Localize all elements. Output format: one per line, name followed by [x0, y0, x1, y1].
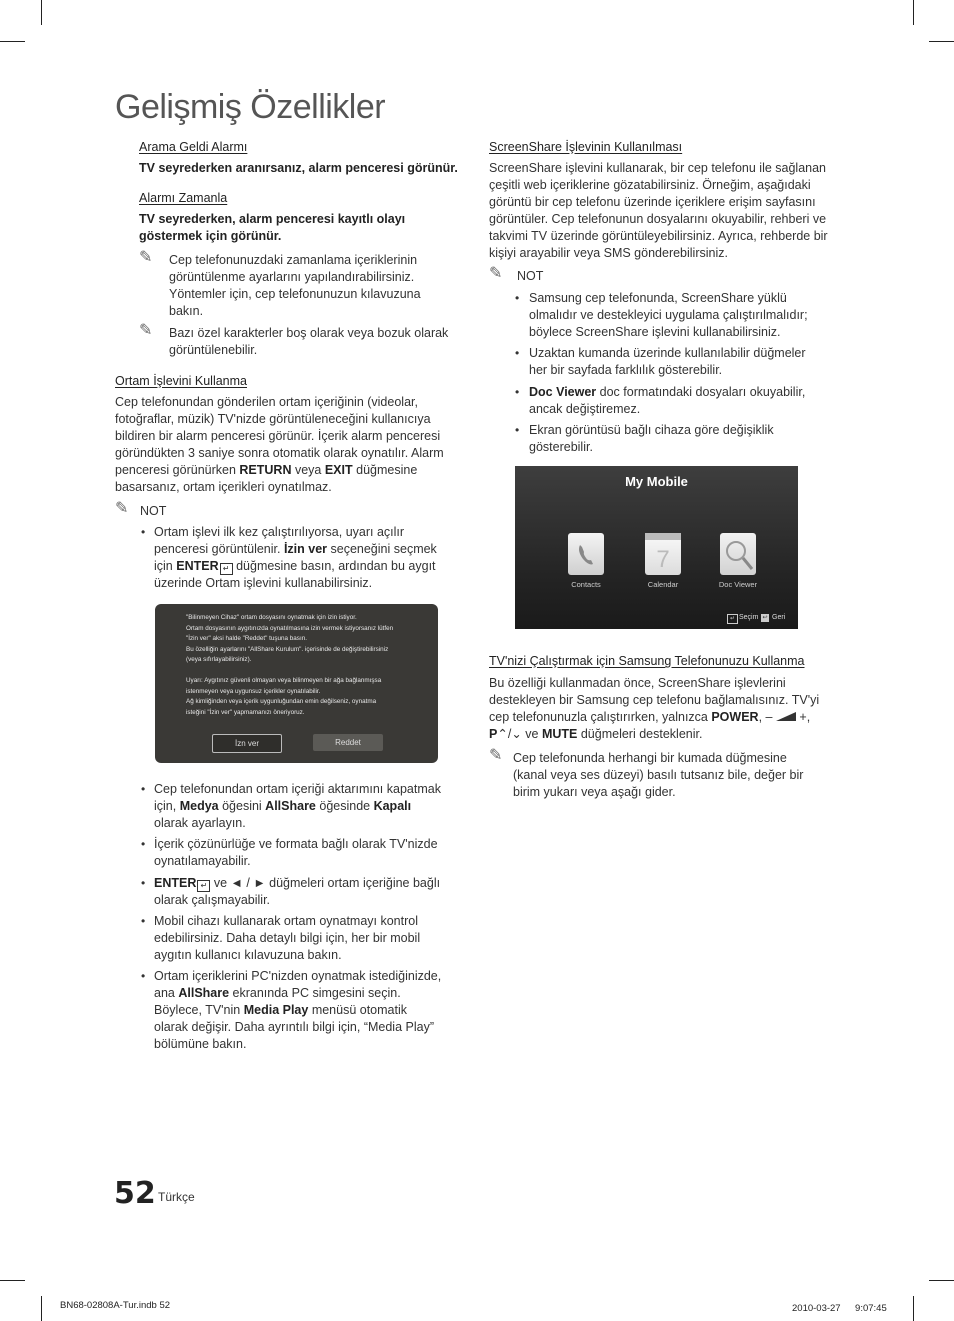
text-line: edebilirsiniz. Daha detaylı bilgi için, her bir mobil: [154, 931, 421, 945]
text-line: kişiyi arayabilir veya SMS gönderebilirsiniz.: [489, 246, 728, 260]
media-function-paragraph: [115, 394, 444, 496]
crop-mark: [913, 0, 914, 25]
bullet-text: [154, 875, 440, 909]
enter-icon: ↵: [727, 614, 738, 624]
text-line: TV seyrederken, alarm penceresi kayıtlı olayı: [139, 212, 406, 226]
note-pencil-icon: ✎: [139, 249, 153, 266]
bullet-text: [154, 781, 441, 832]
section-heading-phone-control: TV'nizi Çalıştırmak için Samsung Telefonunuzu Kullanma: [489, 654, 805, 668]
text-line: olarak ayarlayın.: [154, 816, 246, 830]
text-line: İçerik çözünürlüğe ve formata bağlı olarak TV'nizde: [154, 837, 438, 851]
bullet: •: [515, 291, 520, 305]
bullet-text: [529, 384, 805, 418]
text-line: olarak değişir. Daha ayrıntılı bilgi için, “Media Play”: [154, 1020, 434, 1034]
text-line: göründükten 3 saniye sonra otomatik olarak oynatılır. Alarm: [115, 446, 444, 460]
text-line: cep telefonunuzla çalıştırırken, yalnızca POWER, – +,: [489, 710, 811, 724]
text-line: bölümüne bakın.: [154, 1037, 247, 1051]
bullet-text: [529, 345, 806, 379]
text-line: böylece ScreenShare işlevini kullanabilirsiniz.: [529, 325, 781, 339]
note-text: [169, 325, 448, 359]
note-pencil-icon: ✎: [489, 747, 503, 764]
text-line: görüntü bir cep telefonu üzerinde içeriklere erişim sayfasını: [489, 195, 816, 209]
text-line: ScreenShare işlevini kullanarak, bir cep telefonu ile sağlanan: [489, 161, 827, 175]
my-mobile-title: My Mobile: [625, 474, 688, 489]
svg-text:7: 7: [656, 546, 670, 573]
text-line: Ortam işlevi ilk kez çalıştırılıyorsa, uyarı açılır: [154, 525, 405, 539]
deny-button[interactable]: Reddet: [313, 734, 383, 751]
note-label: NOT: [140, 504, 167, 518]
bullet-text: [529, 422, 774, 456]
bullet-text: [154, 836, 438, 870]
doc-viewer-label: Doc Viewer: [718, 580, 758, 589]
text-line: Cep telefonundan ortam içeriği aktarımını kapatmak: [154, 782, 441, 796]
bullet-text: [154, 968, 441, 1053]
page-title: Gelişmiş Özellikler: [115, 88, 386, 126]
text-line: birim yukarı veya aşağı gider.: [513, 785, 676, 799]
bullet-text: [529, 290, 808, 341]
text-line: gösterebilir.: [529, 440, 593, 454]
bullet: •: [515, 423, 520, 437]
text-line: çeşitli web içeriklerine gözatabilirsiniz. Örneğim, aşağıdaki: [489, 178, 811, 192]
note-pencil-icon: ✎: [139, 322, 153, 339]
text-line: olarak çalışmayabilir.: [154, 893, 271, 907]
enter-icon: ↵: [197, 880, 210, 892]
bullet: •: [515, 346, 520, 360]
text-line: destekleyen bir Samsung cep telefonu bağlamalısınız. TV'yi: [489, 693, 820, 707]
text-line: Ortam içeriklerini PC'nizden oynatmak istediğinizde,: [154, 969, 442, 983]
text-line: Ekran görüntüsü bağlı cihaza göre değişiklik: [529, 423, 774, 437]
note-pencil-icon: ✎: [489, 265, 503, 282]
screenshare-paragraph: [489, 160, 828, 262]
enter-icon: ↵: [220, 563, 233, 575]
text-line: P⌃/⌄ ve MUTE düğmeleri desteklenir.: [489, 727, 703, 741]
calendar-label: Calendar: [647, 580, 679, 589]
text-line: basarsanız, ortam içerikleri oynatılmaz.: [115, 480, 332, 494]
dialog-message: "Bilinmeyen Cihaz" ortam dosyasını oynatmak için izin istiyor. Ortam dosyasının aygıtınızda oynatılmasına izin vermek istiyorsanız lütfen "İzin ver" aksi halde "Reddet" tuşuna basın. Bu özelliğin ayarlarını "AllShare Kurulum". içerisinde de değiştirebilirsiniz (veya sıfırlayabilirsiniz). Uyarı: Aygıtınız güvenli olmayan veya bilinmeyen bir ağa bağlanmışsa istenmeyen veya uygunsuz içerikler oynatılabilir. Ağ kimliğinden veya içerik uygunluğundan emin değilseniz, oynatma isteğini "İzin ver" yapmamanızı öneriyoruz.: [186, 614, 394, 716]
crop-mark: [0, 1280, 25, 1281]
text-line: Yöntemler için, cep telefonunuzun kılavuzuna: [169, 287, 421, 301]
text-line: Uzaktan kumanda üzerinde kullanılabilir düğmeler: [529, 346, 806, 360]
crop-mark: [41, 1296, 42, 1321]
text-line: bildiren bir alarm penceresi görünür. İçerik alarm penceresi: [115, 429, 441, 443]
text-line: üzerinde Ortam işlevini kullanabilirsiniz.: [154, 576, 373, 590]
phone-book-icon[interactable]: [568, 533, 604, 575]
text-line: ENTER ↵ ve ◄ / ► düğmeleri ortam içeriğine bağlı: [154, 876, 441, 890]
bullet: •: [141, 837, 146, 851]
text-line: Mobil cihazı kullanarak ortam oynatmayı kontrol: [154, 914, 419, 928]
text-line: penceresi görünürken RETURN veya EXIT düğmesine: [115, 463, 418, 477]
text-line: her bir sayfada farklılık gösterebilir.: [529, 363, 723, 377]
footer-file: BN68-02808A-Tur.indb 52: [60, 1300, 171, 1311]
crop-mark: [929, 1280, 954, 1281]
schedule-alarm-text: [139, 211, 405, 245]
bullet: •: [141, 782, 146, 796]
text-line: penceresi görüntülenir. İzin ver seçeneğini seçmek: [154, 542, 437, 556]
text-line: takvimi TV üzerinde görüntüleyebilirsiniz. Ayrıca, rehberde bir: [489, 229, 828, 243]
text-line: aygıtın kullanıcı kılavuzuna bakın.: [154, 948, 342, 962]
text-line: ana AllShare ekranında PC simgesini seçin.: [154, 986, 401, 1000]
text-line: için, Medya öğesini AllShare öğesinde Kapalı: [154, 799, 412, 813]
section-heading-schedule-alarm: Alarmı Zamanla: [139, 191, 228, 205]
text-line: ancak değiştiremez.: [529, 402, 641, 416]
section-heading-screenshare: ScreenShare İşlevinin Kullanılması: [489, 140, 683, 154]
bullet: •: [141, 876, 146, 890]
bullet: •: [515, 385, 520, 399]
page-number: 52: [114, 1176, 156, 1211]
back-label: Geri: [772, 614, 786, 621]
footer-date: 2010-03-27 ᅠ 9:07:45: [792, 1303, 887, 1314]
crop-mark: [929, 41, 954, 42]
section-heading-media-function: Ortam İşlevini Kullanma: [115, 374, 247, 388]
chevron-down-icon: ⌄: [511, 727, 522, 741]
call-alarm-text: TV seyrederken aranırsanız, alarm penceresi görünür.: [139, 161, 458, 175]
chevron-up-icon: ⌃: [497, 727, 508, 741]
page-language: Türkçe: [158, 1190, 195, 1204]
crop-mark: [0, 41, 25, 42]
contacts-label: Contacts: [571, 580, 601, 589]
phone-control-paragraph: [489, 675, 819, 743]
return-icon: ↩: [762, 615, 768, 621]
crop-mark: [913, 1296, 914, 1321]
text-line: için ENTER ↵ düğmesine basın, ardından bu aygıt: [154, 559, 436, 573]
text-line: fotoğraflar, müzik) TV'nizde görüntüleneceğini kullanıcıya: [115, 412, 431, 426]
note-text: [169, 252, 421, 320]
text-line: Cep telefonunuzdaki zamanlama içeriklerinin: [169, 253, 418, 267]
text-line: oynatılamayabilir.: [154, 854, 251, 868]
text-line: göstermek için görünür.: [139, 229, 282, 243]
text-line: görüntüler. Cep telefonunun dosyalarını okuyabilir, rehberi ve: [489, 212, 827, 226]
text-line: Böylece, TV'nin Media Play menüsü otomatik: [154, 1003, 408, 1017]
text-line: olmalıdır ve destekleyici uygulama çalıştırılmalıdır;: [529, 308, 808, 322]
note-pencil-icon: ✎: [115, 500, 129, 517]
bullet: •: [141, 969, 146, 983]
bullet: •: [141, 525, 146, 539]
bullet-text: [154, 913, 420, 964]
volume-icon: [776, 712, 796, 721]
bullet-text: [154, 524, 437, 592]
document-magnifier-icon[interactable]: [720, 533, 756, 575]
text-line: görüntülenebilir.: [169, 343, 258, 357]
allow-button[interactable]: İzn ver: [212, 734, 282, 753]
bullet: •: [141, 914, 146, 928]
text-line: Cep telefonunda herhangi bir kumada düğmesine: [513, 751, 787, 765]
calendar-icon[interactable]: [645, 533, 681, 575]
text-line: Bazı özel karakterler boş olarak veya bozuk olarak: [169, 326, 449, 340]
text-line: Doc Viewer doc formatındaki dosyaları okuyabilir,: [529, 385, 806, 399]
text-line: Samsung cep telefonunda, ScreenShare yüklü: [529, 291, 787, 305]
section-heading-call-alarm: Arama Geldi Alarmı: [139, 140, 248, 154]
select-label: Seçim: [739, 614, 759, 621]
text-line: görüntülenme ayarlarını yapılandırabilirsiniz.: [169, 270, 415, 284]
note-label: NOT: [517, 269, 544, 283]
text-line: bakın.: [169, 304, 204, 318]
text-line: (kanal veya ses düzeyi) basılı tutsanız bile, değer bir: [513, 768, 804, 782]
note-text: [513, 750, 803, 801]
text-line: Bu özelliği kullanmadan önce, ScreenShare işlevlerini: [489, 676, 786, 690]
text-line: Cep telefonundan gönderilen ortam içeriğinin (videolar,: [115, 395, 418, 409]
crop-mark: [41, 0, 42, 25]
